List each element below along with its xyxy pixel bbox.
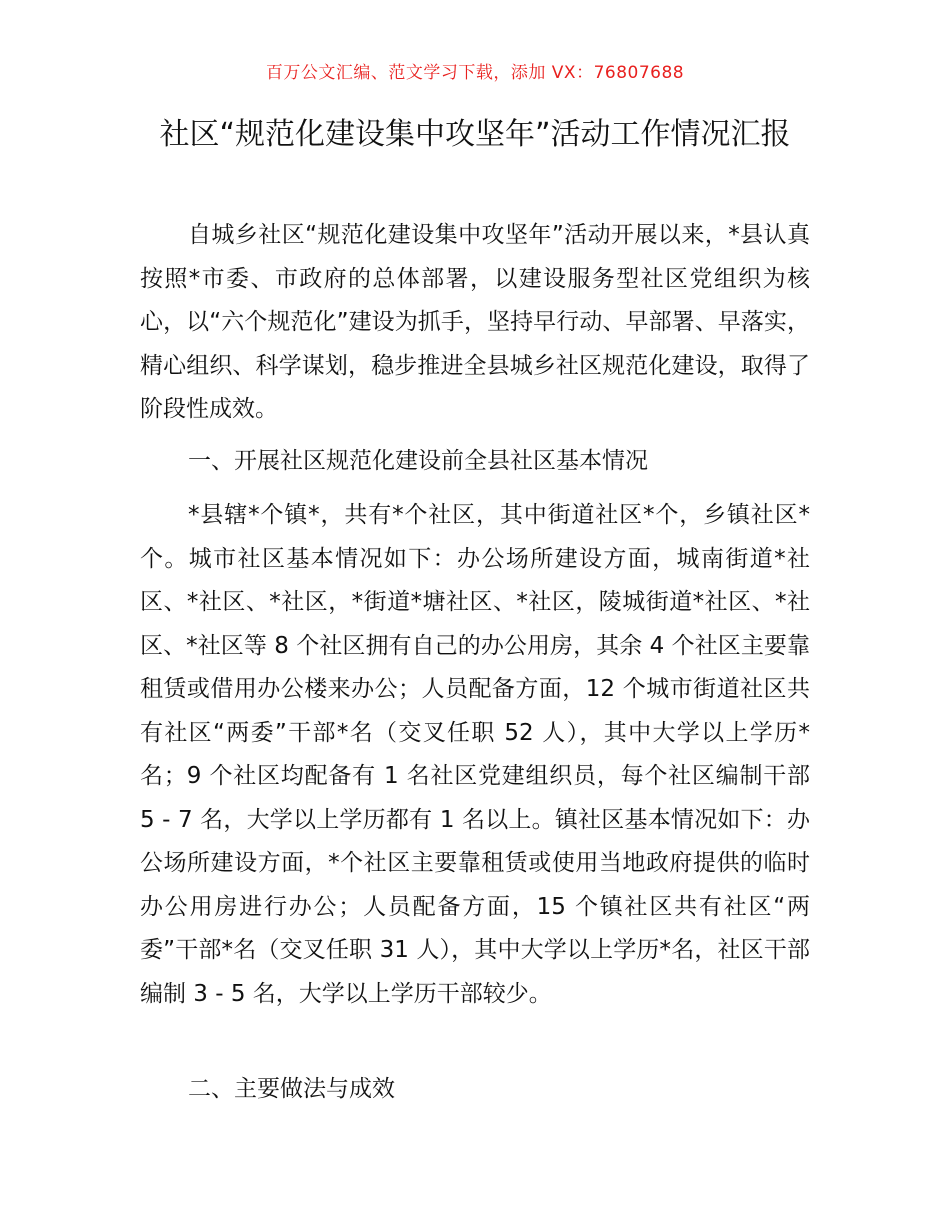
section-heading-2: 二、主要做法与成效 xyxy=(188,1076,395,1102)
document-title: 社区“规范化建设集中攻坚年”活动工作情况汇报 xyxy=(159,117,791,152)
section-heading-1: 一、开展社区规范化建设前全县社区基本情况 xyxy=(188,448,648,474)
section-1-paragraph: *县辖*个镇*，共有*个社区，其中街道社区*个，乡镇社区*个。城市社区基本情况如下：办公场所建设方面，城南街道*社区、*社区、*社区，*街道*塘社区、*社区，陵城街道*社区、*社区、*社区等 8 个社区拥有自己的办公用房，其余 4 个社区主要靠租赁或借用办公楼来办公；人员配备方面，12 个城市街道社区共有社区“两委”干部*名（交叉任职 52 人），其中大学以上学历*名；9 个社区均配备有 1 名社区党建组织员，每个社区编制干部 5 - 7 名，大学以上学历都有 1 名以上。镇社区基本情况如下：办公场所建设方面，*个社区主要靠租赁或使用当地政府提供的临时办公用房进行办公；人员配备方面，15 个镇社区共有社区“两委”干部*名（交叉任职 31 人），其中大学以上学历*名，社区干部编制 3 - 5 名，大学以上学历干部较少。 xyxy=(140,502,810,1007)
watermark-banner: 百万公文汇编、范文学习下载，添加 VX：76807688 xyxy=(265,63,685,83)
intro-paragraph: 自城乡社区“规范化建设集中攻坚年”活动开展以来，*县认真按照*市委、市政府的总体部署，以建设服务型社区党组织为核心，以“六个规范化”建设为抓手，坚持早行动、早部署、早落实，精心组织、科学谋划，稳步推进全县城乡社区规范化建设，取得了阶段性成效。 xyxy=(140,222,810,422)
